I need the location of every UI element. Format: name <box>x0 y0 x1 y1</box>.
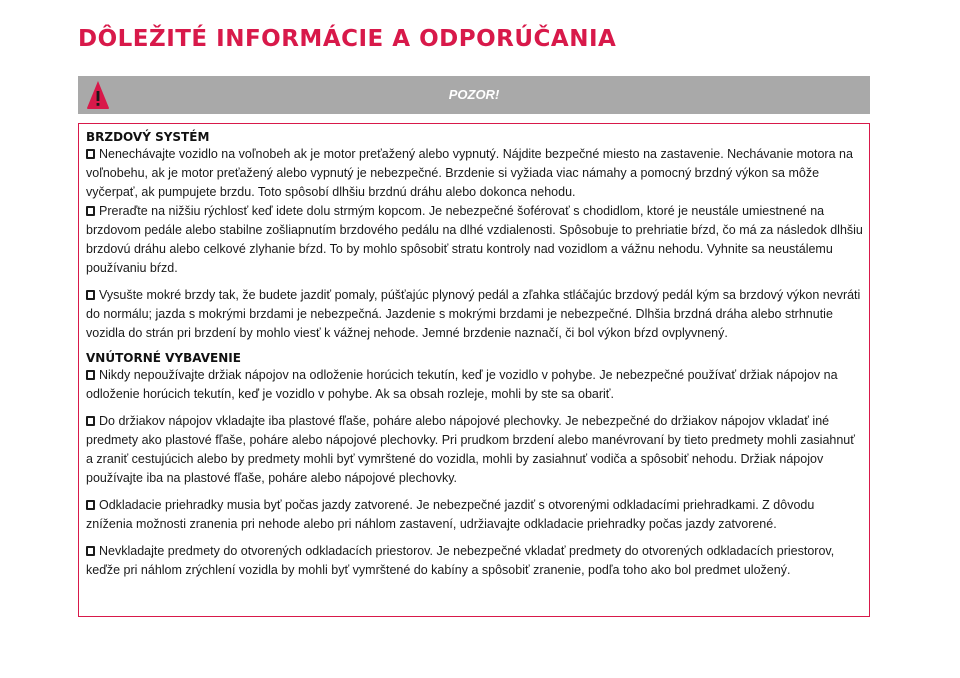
interior-paragraph-2 <box>86 412 863 488</box>
section-heading-interior-equipment: VNÚTORNÉ VYBAVENIE <box>86 351 241 365</box>
warning-header-bar <box>78 76 870 114</box>
checkbox-bullet-icon <box>86 290 95 300</box>
interior-paragraph-3-text: Odkladacie priehradky musia byť počas jazdy zatvorené. Je nebezpečné jazdiť s otvorenými odkladacími priehradkami. Z dôvodu zníženia možnosti zranenia pri nehode alebo pri náhlom zastavení, udržiavajte odkladacie priehradky počas jazdy zatvorené. <box>86 498 815 531</box>
warning-content-box <box>78 123 870 617</box>
checkbox-bullet-icon <box>86 370 95 380</box>
page-title: DÔLEŽITÉ INFORMÁCIE A ODPORÚČANIA <box>78 26 617 52</box>
interior-paragraph-4-text: Nevkladajte predmety do otvorených odkladacích priestorov. Je nebezpečné vkladať predmety do otvorených odkladacích priestorov, keďže pri náhlom zrýchlení vozidla by mohli byť vymrštené do kabíny a spôsobiť zranenie, podľa toho ako bol predmet uložený. <box>86 544 835 577</box>
checkbox-bullet-icon <box>86 546 95 556</box>
brake-paragraph-3 <box>86 286 863 343</box>
interior-paragraph-4 <box>86 542 863 580</box>
section-heading-brake-system: BRZDOVÝ SYSTÉM <box>86 130 210 144</box>
checkbox-bullet-icon <box>86 416 95 426</box>
interior-paragraph-1 <box>86 366 863 404</box>
warning-label: POZOR! <box>448 87 500 102</box>
checkbox-bullet-icon <box>86 206 95 216</box>
interior-paragraph-1-text: Nikdy nepoužívajte držiak nápojov na odloženie horúcich tekutín, keď je vozidlo v pohybe. Je nebezpečné používať držiak nápojov na odloženie horúcich tekutín, keď je vozidlo v pohybe. Ak sa obsah rozleje, mohli by ste sa obariť. <box>86 368 838 401</box>
brake-paragraph-3-text: Vysušte mokré brzdy tak, že budete jazdiť pomaly, púšťajúc plynový pedál a zľahka stláčajúc brzdový pedál kým sa brzdový výkon nevráti do normálu; jazda s mokrými brzdami je nebezpečná. Jazdenie s mokrými brzdami je nebezpečné. Dlhšia brzdná dráha alebo strhnutie vozidla do strán pri brzdení by mohlo viesť k vážnej nehode. Jemné brzdenie naznačí, či bol výkon bŕzd ovplyvnený. <box>86 288 861 340</box>
brake-paragraph-2 <box>86 202 863 278</box>
brake-paragraph-2-text: Preraďte na nižšiu rýchlosť keď idete dolu strmým kopcom. Je nebezpečné šoférovať s chodidlom, ktoré je neustále umiestnené na brzdovom pedále alebo stabilne zošliapnutím brzdového pedálu na dlhé vzdialenosti. Spôsobuje to prehriatie bŕzd, čo má za následok dlhšiu brzdovú dráhu alebo celkové zlyhanie bŕzd. To by mohlo spôsobiť stratu kontroly nad vozidlom a vážnu nehodu. Vyhnite sa neustálemu používaniu bŕzd. <box>86 204 863 275</box>
checkbox-bullet-icon <box>86 500 95 510</box>
brake-paragraph-1-text: Nenechávajte vozidlo na voľnobeh ak je motor preťažený alebo vypnutý. Nájdite bezpečné miesto na zastavenie. Nechávanie motora na voľnobehu, ak je motor preťažený alebo vypnutý je nebezpečné. Brzdenie si vyžiada viac námahy a pomocný brzdný výkon sa môže vyčerpať, ak pumpujete brzdu. Toto spôsobí dlhšiu brzdnú dráhu alebo dokonca nehodu. <box>86 147 853 199</box>
interior-paragraph-3 <box>86 496 863 534</box>
checkbox-bullet-icon <box>86 149 95 159</box>
interior-paragraph-2-text: Do držiakov nápojov vkladajte iba plastové fľaše, poháre alebo nápojové plechovky. Je nebezpečné do držiakov nápojov vkladať iné predmety ako plastové fľaše, poháre alebo nápojové plechovky. Pri prudkom brzdení alebo manévrovaní by tieto predmety mohli zasiahnuť a zraniť cestujúcich alebo by predmety mohli byť vymrštené do vozidla, mohli by zasiahnuť vodiča a spôsobiť nehodu. Držiak nápojov používajte iba na plastové fľaše, poháre alebo nápojové plechovky. <box>86 414 855 485</box>
brake-paragraph-1 <box>86 145 863 202</box>
